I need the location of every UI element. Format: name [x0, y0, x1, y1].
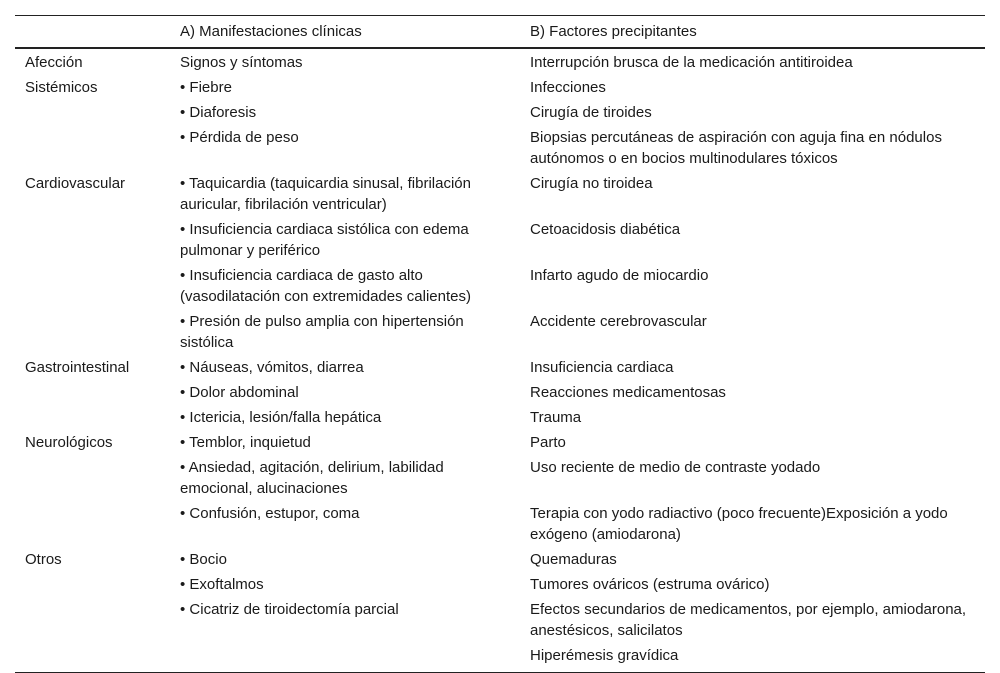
cell-condition: [15, 217, 170, 263]
cell-factor: Insuficiencia cardiaca: [530, 359, 674, 376]
table-header: [15, 16, 985, 49]
table-row: [15, 572, 985, 597]
cell-condition: Cardiovascular: [25, 175, 126, 192]
cell-manifestation: • Diaforesis: [180, 104, 257, 121]
table-row: [15, 309, 985, 355]
cell-manifestation: Signos y síntomas: [180, 54, 303, 71]
table-row: [15, 380, 985, 405]
cell-factor: Quemaduras: [530, 551, 617, 568]
cell-factor: Accidente cerebrovascular: [530, 313, 707, 330]
table-container: [15, 15, 985, 673]
cell-manifestation: • Presión de pulso amplia con hipertensión sistólica: [180, 313, 464, 351]
cell-manifestation: • Pérdida de peso: [180, 129, 299, 146]
table-row: [15, 547, 985, 572]
cell-factor: Infarto agudo de miocardio: [530, 267, 709, 284]
cell-factor: Trauma: [530, 409, 582, 426]
table-row: [15, 263, 985, 309]
cell-factor: Efectos secundarios de medicamentos, por ejemplo, amiodarona, anestésicos, salicilatos: [530, 601, 967, 639]
cell-manifestation: • Bocio: [180, 551, 227, 568]
cell-condition: Otros: [25, 551, 62, 568]
cell-condition: [15, 263, 170, 309]
cell-manifestation: • Náuseas, vómitos, diarrea: [180, 359, 364, 376]
cell-manifestation: • Dolor abdominal: [180, 384, 299, 401]
table-row: [15, 125, 985, 171]
cell-factor: Parto: [530, 434, 566, 451]
table-row: [15, 171, 985, 217]
cell-factor: Cirugía no tiroidea: [530, 175, 653, 192]
header-col-manifestations: A) Manifestaciones clínicas: [180, 23, 362, 40]
table-row: [15, 75, 985, 100]
header-col-factors: B) Factores precipitantes: [530, 23, 697, 40]
cell-condition: [15, 501, 170, 547]
cell-factor: Biopsias percutáneas de aspiración con aguja fina en nódulos autónomos o en bocios multinodulares tóxicos: [530, 129, 942, 167]
header-row: [15, 16, 985, 49]
cell-condition: [15, 455, 170, 501]
cell-manifestation: • Exoftalmos: [180, 576, 264, 593]
cell-factor: Tumores ováricos (estruma ovárico): [530, 576, 770, 593]
cell-condition: [15, 309, 170, 355]
cell-factor: Infecciones: [530, 79, 606, 96]
cell-condition: [15, 380, 170, 405]
clinical-table: [15, 15, 985, 673]
cell-manifestation: • Ictericia, lesión/falla hepática: [180, 409, 382, 426]
table-row: [15, 430, 985, 455]
cell-condition: [15, 405, 170, 430]
table-row: [15, 643, 985, 673]
cell-manifestation: • Insuficiencia cardiaca sistólica con edema pulmonar y periférico: [180, 221, 469, 259]
cell-condition: [15, 125, 170, 171]
cell-factor: Hiperémesis gravídica: [530, 647, 679, 664]
cell-factor: Reacciones medicamentosas: [530, 384, 726, 401]
cell-factor: Uso reciente de medio de contraste yodado: [530, 459, 821, 476]
cell-condition: [15, 643, 170, 673]
cell-condition: Neurológicos: [25, 434, 113, 451]
cell-factor: Terapia con yodo radiactivo (poco frecuente)Exposición a yodo exógeno (amiodarona): [530, 505, 948, 543]
cell-condition: [15, 572, 170, 597]
cell-manifestation: • Fiebre: [180, 79, 232, 96]
table-row: [15, 597, 985, 643]
table-body: [15, 48, 985, 673]
cell-factor: Cetoacidosis diabética: [530, 221, 681, 238]
table-row: [15, 100, 985, 125]
table-row: [15, 455, 985, 501]
table-row: [15, 217, 985, 263]
cell-manifestation: • Taquicardia (taquicardia sinusal, fibrilación auricular, fibrilación ventricular): [180, 175, 471, 213]
cell-manifestation: [170, 643, 520, 673]
cell-condition: Gastrointestinal: [25, 359, 130, 376]
cell-condition: Afección: [25, 54, 83, 71]
table-row: [15, 501, 985, 547]
cell-manifestation: • Insuficiencia cardiaca de gasto alto (vasodilatación con extremidades calientes): [180, 267, 471, 305]
cell-condition: [15, 597, 170, 643]
cell-factor: Cirugía de tiroides: [530, 104, 652, 121]
cell-condition: Sistémicos: [25, 79, 98, 96]
header-col-condition: [15, 16, 170, 49]
table-row: [15, 48, 985, 75]
table-row: [15, 355, 985, 380]
cell-factor: Interrupción brusca de la medicación antitiroidea: [530, 54, 853, 71]
cell-manifestation: • Ansiedad, agitación, delirium, labilidad emocional, alucinaciones: [180, 459, 444, 497]
cell-manifestation: • Cicatriz de tiroidectomía parcial: [180, 601, 399, 618]
cell-manifestation: • Confusión, estupor, coma: [180, 505, 360, 522]
cell-manifestation: • Temblor, inquietud: [180, 434, 311, 451]
table-row: [15, 405, 985, 430]
cell-condition: [15, 100, 170, 125]
